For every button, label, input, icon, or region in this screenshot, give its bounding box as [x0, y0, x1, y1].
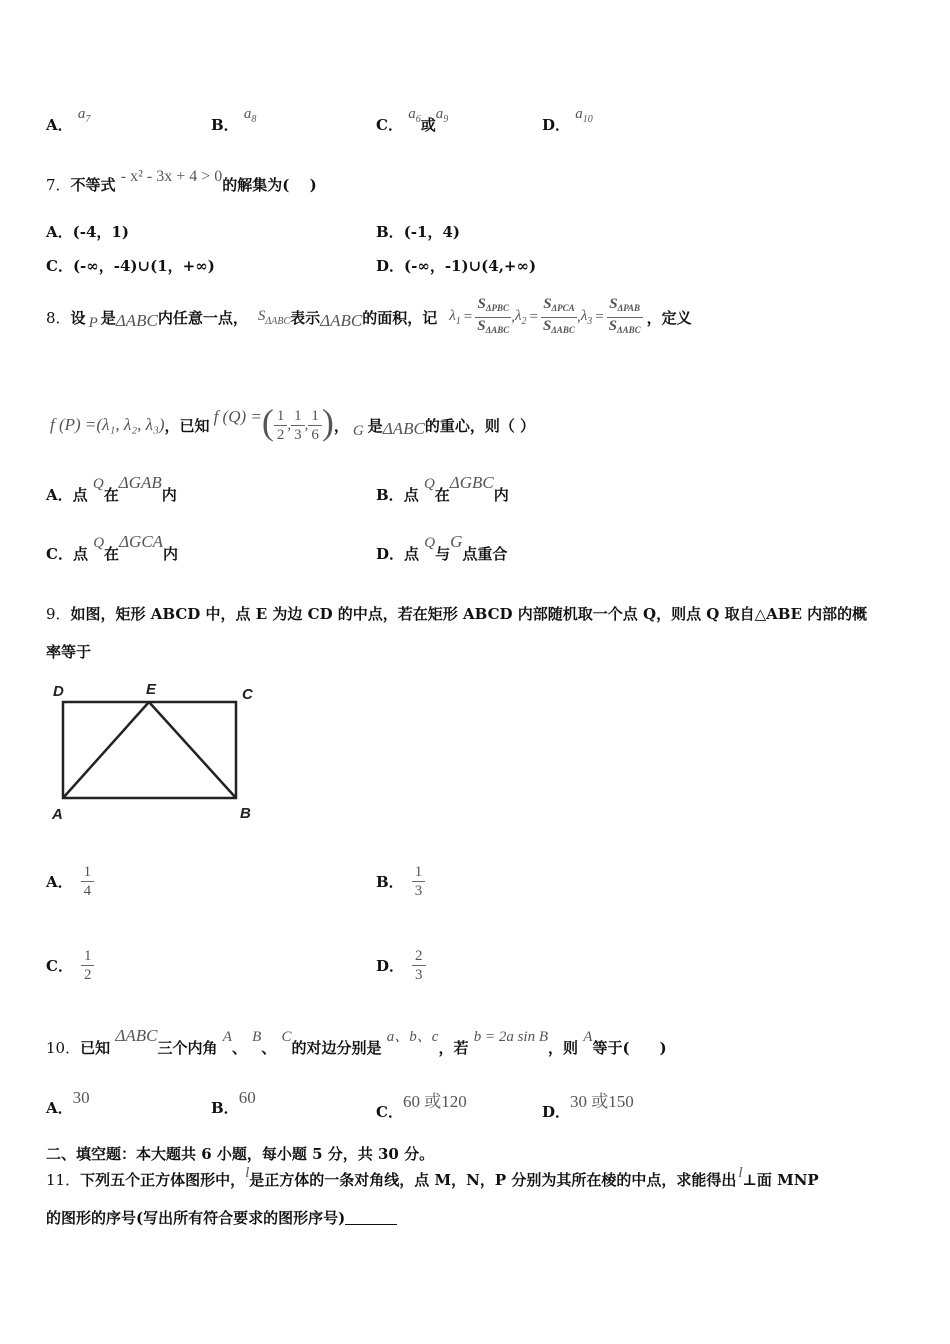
q9-option-d: D． $\frac{2}{3}$: [376, 940, 426, 990]
q10-option-b: B．60: [211, 1088, 256, 1117]
q7-option-d: D．(-∞，-1)∪(4,+∞): [376, 257, 537, 275]
q6-option-b: B． $a_8$: [211, 106, 257, 134]
question-10: 10．已知 ΔABC三个内角 A、 B、 C的对边分别是 a、b、c，若 b = 2a sin B，则 A等于( ): [46, 1026, 667, 1057]
q7-inequality: - x² - 3x + 4 > 0: [120, 168, 223, 185]
q8-option-d: D．点 Q与G点重合: [376, 532, 508, 563]
question-7: 7．不等式 - x² - 3x + 4 > 0的解集为( ): [46, 168, 317, 194]
answer-blank[interactable]: [345, 1210, 397, 1225]
q9-option-a: A． $\frac{1}{4}$: [46, 856, 94, 906]
lambda1-fraction: $S_{\Delta PBC}$ $S_{\Delta ABC}$: [475, 296, 511, 339]
segment-eb: [149, 702, 236, 798]
rectangle-figure: [44, 676, 274, 826]
q9-option-b: B． $\frac{1}{3}$: [376, 856, 425, 906]
q9-option-c: C． $\frac{1}{2}$: [46, 940, 94, 990]
q7-option-c: C．(-∞，-4)∪(1，+∞): [46, 257, 215, 275]
question-8-line2: f (P) =(λ₁, λ₂, λ₃) ，已知 f (Q) = ( $\frac{1}{2}$ , $\frac{1}{3}$ , $\frac{1}{6}$ ) ， G 是 ΔABC 的重心，则（ ）: [50, 402, 536, 443]
lambda3-fraction: $S_{\Delta PAB}$ $S_{\Delta ABC}$: [607, 296, 643, 339]
q10-option-c: C．60 或120: [376, 1092, 467, 1121]
rectangle-abcd: [63, 702, 236, 798]
question-9-line2: 率等于: [46, 643, 92, 661]
label-c: C: [242, 686, 253, 703]
section-2-heading: 二、填空题：本大题共 6 小题，每小题 5 分，共 30 分。: [46, 1145, 435, 1163]
q8-option-b: B．点 Q在ΔGBC内: [376, 473, 509, 504]
label-d: D: [53, 683, 64, 700]
label-a: A: [52, 806, 63, 823]
question-11-line1: 11．下列五个正方体图形中，l是正方体的一条对角线，点 M，N，P 分别为其所在棱的中点，求能得出 l⊥面 MNP: [46, 1165, 819, 1189]
label-e: E: [146, 681, 157, 698]
segment-ae: [63, 702, 149, 798]
question-9-line1: 9．如图，矩形 ABCD 中，点 E 为边 CD 的中点，若在矩形 ABCD 内部随机取一个点 Q，则点 Q 取自△ABE 内部的概: [46, 605, 868, 623]
q8-option-c: C．点 Q在ΔGCA内: [46, 532, 179, 563]
label-b: B: [240, 805, 251, 822]
q10-option-a: A．30: [46, 1088, 90, 1117]
q7-option-a: A．(-4，1): [46, 223, 129, 241]
q8-option-a: A．点 Q在ΔGAB内: [46, 473, 177, 504]
q6-option-c: C． $a_6$或$a_9$: [376, 106, 449, 134]
q6-option-a: A． $a_7$: [46, 106, 91, 134]
lambda2-fraction: $S_{\Delta PCA}$ $S_{\Delta ABC}$: [541, 296, 577, 339]
q10-option-d: D．30 或150: [542, 1092, 634, 1121]
question-11-line2: 的图形的序号(写出所有符合要求的图形序号): [46, 1207, 397, 1228]
q7-option-b: B．(-1，4): [376, 223, 460, 241]
question-8-line1: 8． 设 P 是 ΔABC 内任意一点， $S_{\Delta ABC}$ 表示 ΔABC 的面积，记 $\lambda_1$ = $S_{\Delta PBC}$ $S_{\Delta ABC}$ , $\lambda_2$ = $S_{\Delta PCA}$ $S_{\Delta ABC}$ , $\lambda_3$ = $S_{\Delta PAB}$ $S_{\Delta ABC}$ ，定义: [46, 292, 692, 342]
q6-option-d: D． $a_{10}$: [542, 106, 593, 134]
